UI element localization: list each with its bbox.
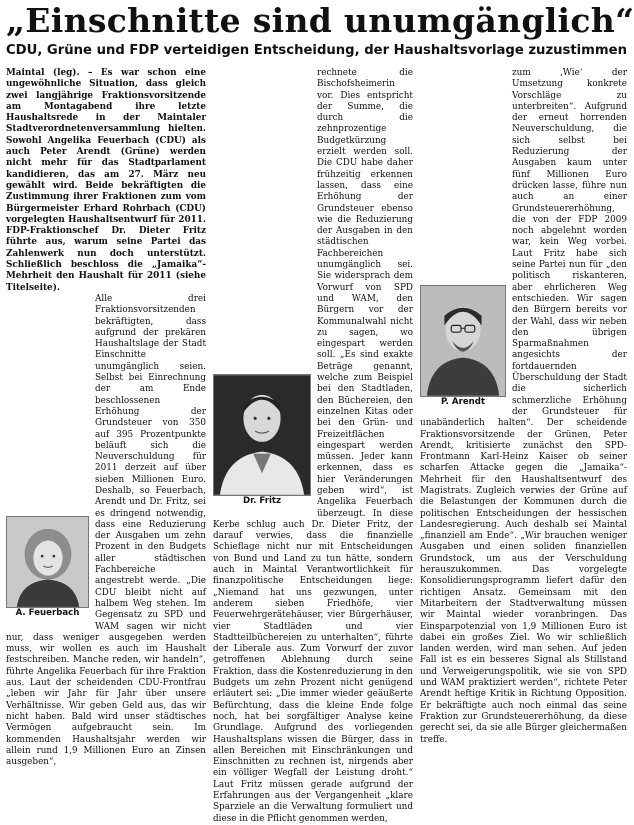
- portrait-man-glasses-icon: [421, 286, 505, 396]
- photo-feuerbach: [6, 516, 89, 608]
- column-3: [420, 68, 627, 745]
- photo-fritz: [213, 374, 311, 496]
- portrait-woman-icon: [7, 517, 88, 607]
- column-2: [213, 68, 413, 824]
- portrait-man-icon: [214, 375, 310, 495]
- lead-paragraph: Maintal (leg). – Es war schon eine ungewöhnliche Situation, dass gleich zwei langjährige Fraktionsvorsitzende am Montagabend ihre letzte Haushaltsrede in der Maintaler Stadtverordnetenversammlung hielten. Sowohl Angelika Feuerbach (CDU) als auch Peter Arendt (Grüne) werden nicht mehr für das Stadtparlament kandidieren, das am 27. März neu gewählt wird. Beide bekräftigten die Zustimmung ihrer Fraktionen zum vom Bürgermeister Erhard Rohrbach (CDU) vorgelegten Haushaltsentwurf für 2011. FDP-Fraktionschef Dr. Dieter Fritz führte aus, warum seine Partei das Zahlenwerk nun doch unterstützt. Schließlich beschloss die „Jamaika“-Mehrheit den Haushalt für 2011 (siehe Titelseite).: [6, 68, 206, 293]
- photo-feuerbach-box: [6, 516, 89, 619]
- photo-fritz-box: [213, 374, 311, 507]
- column-1: [6, 68, 206, 768]
- body-paragraph-1: Alle drei Fraktionsvorsitzenden bekräftigten, dass aufgrund der prekären Haushaltslage der Stadt Einschnitte unumgänglich seien. Selbst bei Einrechnung der am Ende beschlossenen Erhöhung der Grundsteuer von 350 auf 395 Prozentpunkte beläuft sich die Neuverschuldung für 2011 derzeit auf über sieben Millionen Euro. Deshalb, so Feuerbach, Arendt und Dr. Fritz, sei es dringend notwendig, dass eine Reduzierung der Ausgaben um zehn Prozent in den Budgets aller städtischen Fachbereiche angestrebt werde. „Die CDU bleibt nicht auf halbem Weg stehen. Im Gegensatz zu SPD und WAM sagen wir nicht nur, dass weniger ausgegeben werden muss, wir wollen es auch im Haushalt festschreiben. Manche reden, wir handeln“, führte Angelika Feuerbach für ihre Fraktion aus. Laut der scheidenden CDU-Frontfrau „leben wir Jahr für Jahr über unsere Verhältnisse. Wir geben Geld aus, das wir nicht haben. Bald wird unser städtisches Vermögen aufgebraucht sein. Im kommenden Haushaltsjahr werden wir allein rund 1,9 Millionen Euro an Zinsen ausgeben“,: [6, 293, 206, 768]
- photo-arendt-box: [420, 285, 506, 408]
- body-paragraph-2: rechnete die Bischofsheimerin vor. Dies entspricht der Summe, die durch die zehnprozentige Budgetkürzung erzielt werden soll. Die CDU habe daher frühzeitig erkennen lassen, dass eine Erhöhung der Grundsteuer ebenso wie die Reduzierung der Ausgaben in den städtischen Fachbereichen unumgänglich sei. Sie widersprach dem Vorwurf von SPD und WAM, den Bürgern vor der Kommunalwahl nicht zu sagen, wo eingespart werden soll. „Es sind exakte Beträge genannt, welche zum Beispiel bei den Stadtladen, den Büchereien, den einzelnen Kitas oder bei den Grün- und Freizeitflächen eingespart werden müssen. Jeder kann erkennen, dass es hier Veränderungen geben wird“, ist Angelika Feuerbach überzeugt. In diese Kerbe schlug auch Dr. Dieter Fritz, der darauf verwies, dass die finanzielle Schieflage nicht nur mit Entscheidungen von Bund und Land zu tun hätte, sondern auch in Maintal Verantwortlichkeit für finanzpolitische Entscheidungen liege: „Niemand hat uns gezwungen, unter anderem sieben Friedhöfe, vier Feuerwehrgerätehäuser, vier Bürgerhäuser, vier Stadtläden und vier Stadtteilbüchereien zu unterhalten“, führte der Liberale aus. Zum Vorwurf der zuvor getroffenen Ablehnung durch seine Fraktion, dass die Kostenreduzierung in den Budgets um zehn Prozent nicht genügend erläutert sei: „Die immer wieder geäußerte Befürchtung, dass die kleine Ende folge noch, hat bei sorgfältiger Analyse keine Grundlage. Aufgrund des vorliegenden Haushaltsplans wissen die Bürger, dass in allen Bereichen mit Einschränkungen und Einschnitten zu rechnen ist, nirgends aber ein völliger Wegfall der Leistung droht.“ Laut Fritz müssen gerade aufgrund der Erfahrungen aus der Vergangenheit „klare Sparziele an die Verwaltung formuliert und diese in die Pflicht genommen werden,: [213, 68, 413, 824]
- photo-arendt: [420, 285, 506, 397]
- headline: „Einschnitte sind unumgänglich“: [6, 1, 634, 40]
- caption-arendt: P. Arendt: [440, 397, 486, 407]
- subheadline: CDU, Grüne und FDP verteidigen Entscheidung, der Haushaltsvorlage zuzustimmen: [6, 43, 627, 58]
- body-paragraph-3: zum ‚Wie‘ der Umsetzung konkrete Vorschläge zu unterbreiten“. Aufgrund der erneut horrenden Neuverschuldung, die sich selbst bei Reduzierung der Ausgaben kaum unter fünf Millionen Euro drücken lasse, führe nun auch an einer Grundsteuererhöhung, die von der FDP 2009 noch abgelehnt worden war, kein Weg vorbei. Laut Fritz habe sich seine Partei nun für „den politisch riskanteren, aber ehrlicheren Weg entschieden. Wir sagen den Bürgern bereits vor der Wahl, dass wir neben den übrigen Sparmaßnahmen angesichts der fortdauernden Überschuldung der Stadt die sicherlich schmerzliche Erhöhung der Grundsteuer für unabänderlich halten“. Der scheidende Fraktionsvorsitzende der Grünen, Peter Arendt, kritisierte zunächst den SPD-Frontmann Karl-Heinz Kaiser ob seiner scharfen Attacke gegen die „Jamaika“-Mehrheit für den Haushaltsentwurf des Magistrats. Zugleich verwies der Grüne auf die Belastungen der Kommunen durch die politischen Entscheidungen der hessischen Landesregierung. Auch deshalb sei Maintal „finanziell am Ende“. „Wir brauchen weniger Ausgaben und einen soliden finanziellen Grundstock, um aus der Verschuldung herauszukommen. Das vorgelegte Konsolidierungsprogramm liefert dafür den richtigen Ansatz. Gemeinsam mit den Mitarbeitern der Stadtverwaltung müssen wir Maintal wieder voranbringen. Das Einsparpotenzial von 1,9 Millionen Euro ist dabei ein großes Ziel. Wo wir schließlich landen werden, wird man sehen. Auf jeden Fall ist es ein besseres Signal als Stillstand und Verweigerungspolitik, wie sie von SPD und WAM praktiziert werden“, richtete Peter Arendt heftige Kritik in Richtung Opposition. Er bekräftigte auch noch einmal das seine Fraktion zur Grundsteuererhöhung, da diese gerecht sei, da sie alle Bürger gleichermaßen treffe.: [420, 68, 627, 745]
- caption-fritz: Dr. Fritz: [242, 496, 282, 506]
- caption-feuerbach: A. Feuerbach: [15, 607, 80, 618]
